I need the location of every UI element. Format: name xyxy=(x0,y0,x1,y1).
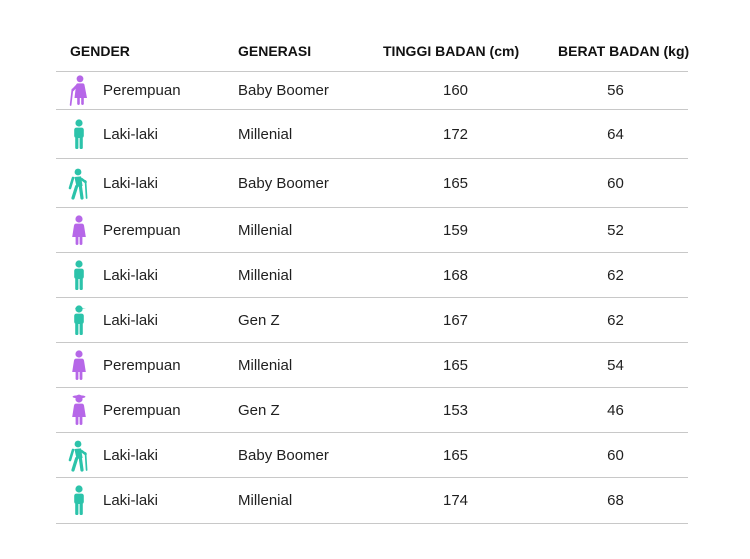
table-body xyxy=(56,72,688,524)
table-row xyxy=(56,298,688,343)
gender-cell xyxy=(56,304,238,337)
gender-cell xyxy=(56,394,238,427)
data-table xyxy=(56,30,688,524)
gender-cell xyxy=(56,167,238,200)
height-cell: 159 xyxy=(442,221,469,239)
table-row xyxy=(56,72,688,110)
gender-cell xyxy=(56,118,238,151)
weight-cell: 64 xyxy=(607,125,624,143)
gender-cell xyxy=(56,259,238,292)
gender-label: Laki-laki xyxy=(103,174,159,192)
gender-cell xyxy=(56,349,238,382)
height-cell: 153 xyxy=(442,401,469,419)
generation-cell: Millenial xyxy=(238,266,293,284)
gender-label: Perempuan xyxy=(103,356,181,374)
gender-label: Laki-laki xyxy=(103,446,159,464)
gender-cell xyxy=(56,484,238,517)
header-gender: GENDER xyxy=(70,42,130,59)
elderly-man-icon xyxy=(56,167,102,200)
gender-cell xyxy=(56,439,238,472)
header-height: TINGGI BADAN (cm) xyxy=(383,42,520,59)
height-cell: 165 xyxy=(442,174,469,192)
table-row xyxy=(56,110,688,159)
gender-label: Laki-laki xyxy=(103,266,159,284)
gender-label: Laki-laki xyxy=(103,125,159,143)
height-cell: 167 xyxy=(442,311,469,329)
weight-cell: 52 xyxy=(607,221,624,239)
height-cell: 165 xyxy=(442,356,469,374)
boy-cap-icon xyxy=(56,304,102,337)
table-row xyxy=(56,208,688,253)
table-row xyxy=(56,253,688,298)
girl-hat-icon xyxy=(56,394,102,427)
weight-cell: 56 xyxy=(607,82,624,99)
generation-cell: Millenial xyxy=(238,356,293,374)
gender-label: Perempuan xyxy=(103,221,181,239)
table-row xyxy=(56,343,688,388)
generation-cell: Baby Boomer xyxy=(238,82,329,99)
weight-cell: 60 xyxy=(607,446,624,464)
man-icon xyxy=(56,118,102,151)
gender-label: Laki-laki xyxy=(103,311,159,329)
table-row xyxy=(56,388,688,433)
weight-cell: 46 xyxy=(607,401,624,419)
height-cell: 174 xyxy=(442,492,469,509)
weight-cell: 62 xyxy=(607,311,624,329)
header-weight: BERAT BADAN (kg) xyxy=(558,42,690,59)
gender-cell xyxy=(56,74,238,107)
gender-label: Laki-laki xyxy=(103,492,159,509)
man-icon xyxy=(56,259,102,292)
generation-cell: Millenial xyxy=(238,125,293,143)
generation-cell: Baby Boomer xyxy=(238,174,329,192)
table-header xyxy=(56,30,688,72)
weight-cell: 68 xyxy=(607,492,624,509)
gender-label: Perempuan xyxy=(103,401,181,419)
table-row xyxy=(56,433,688,478)
generation-cell: Gen Z xyxy=(238,401,280,419)
generation-cell: Baby Boomer xyxy=(238,446,329,464)
generation-cell: Millenial xyxy=(238,221,293,239)
weight-cell: 60 xyxy=(607,174,624,192)
woman-icon xyxy=(56,214,102,247)
weight-cell: 62 xyxy=(607,266,624,284)
man-icon xyxy=(56,484,102,517)
height-cell: 165 xyxy=(442,446,469,464)
height-cell: 168 xyxy=(442,266,469,284)
weight-cell: 54 xyxy=(607,356,624,374)
gender-cell xyxy=(56,214,238,247)
elderly-man-icon xyxy=(56,439,102,472)
generation-cell: Gen Z xyxy=(238,311,280,329)
height-cell: 172 xyxy=(442,125,469,143)
table-row xyxy=(56,159,688,208)
generation-cell: Millenial xyxy=(238,492,293,509)
woman-icon xyxy=(56,349,102,382)
header-generation: GENERASI xyxy=(238,42,312,59)
elderly-woman-icon xyxy=(56,74,102,107)
height-cell: 160 xyxy=(442,82,469,99)
table-row xyxy=(56,478,688,524)
gender-label: Perempuan xyxy=(103,82,181,99)
